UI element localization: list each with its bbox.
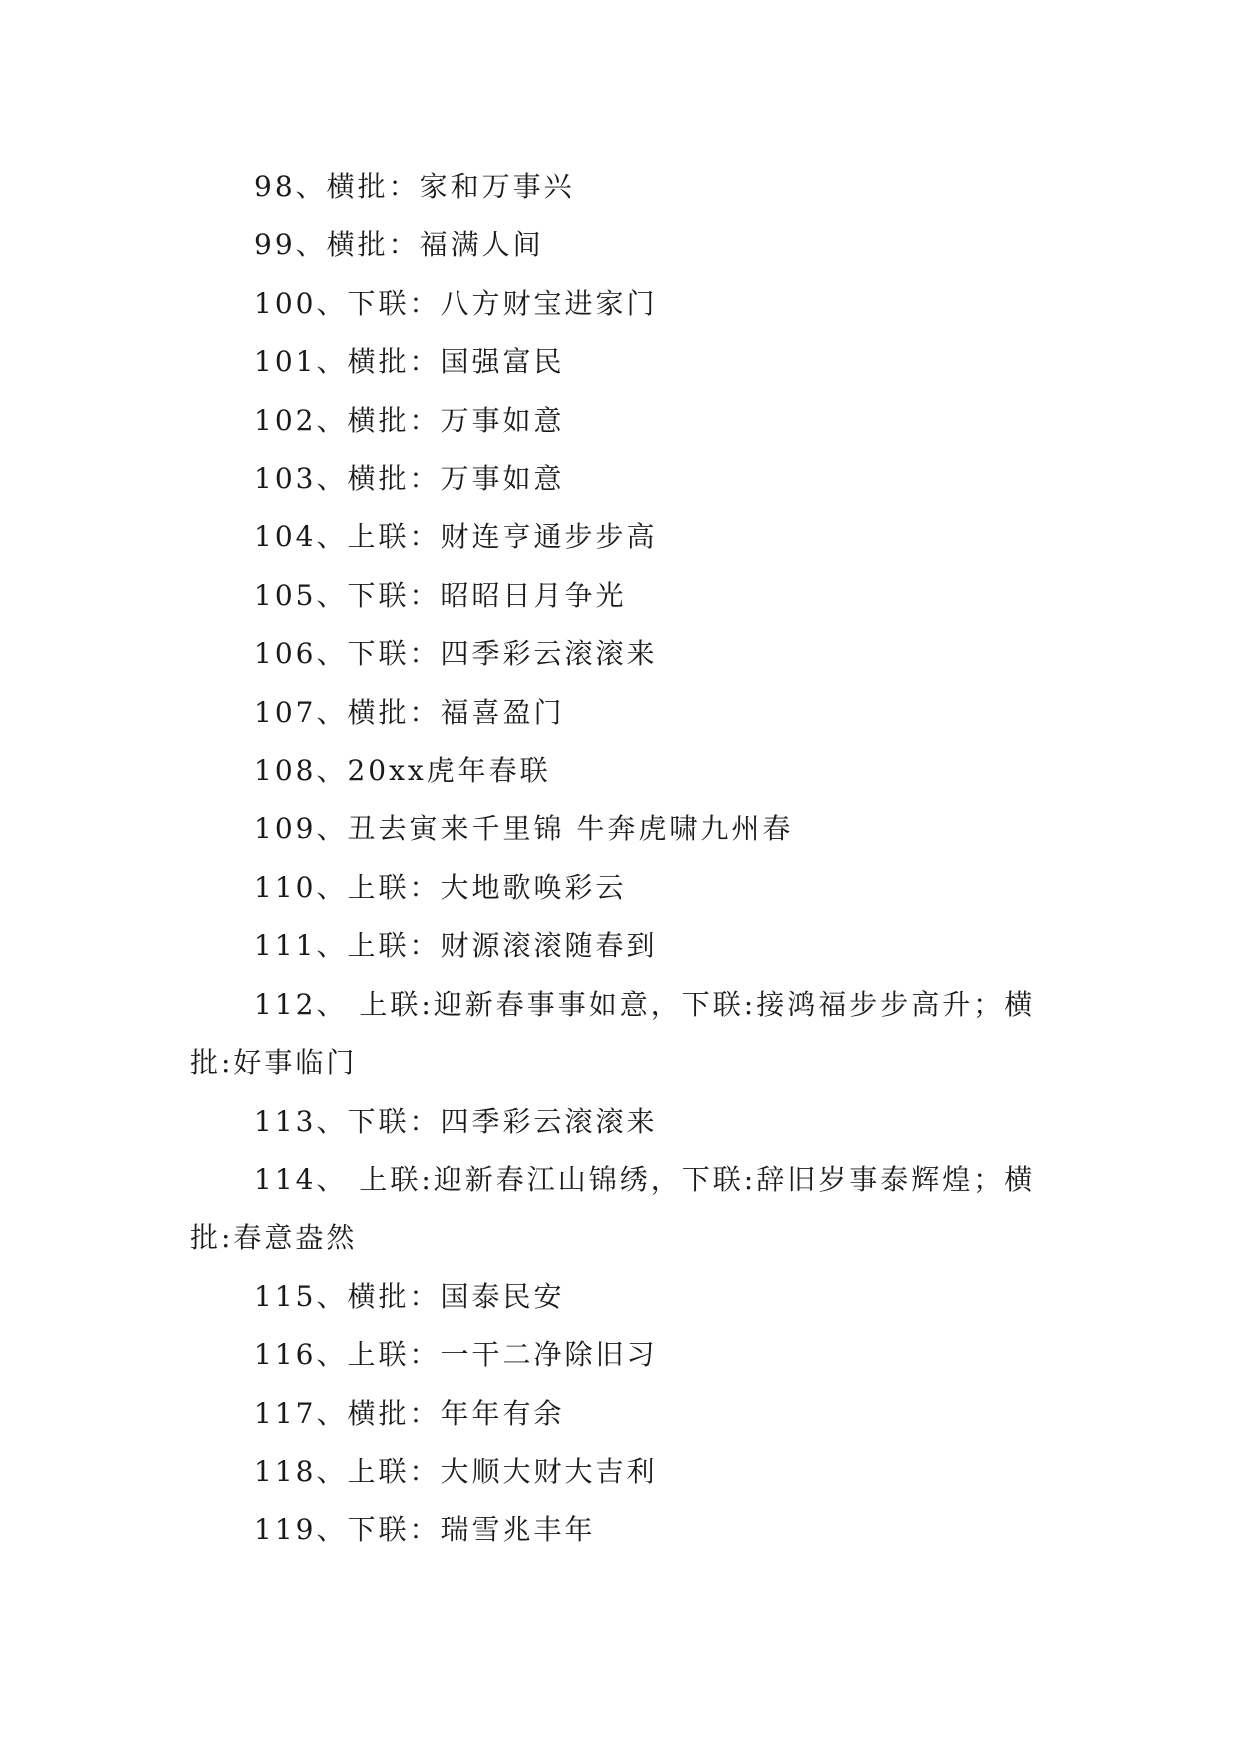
paragraph: 108、20xx虎年春联 — [254, 754, 551, 788]
paragraph: 106、下联：四季彩云滚滚来 — [254, 637, 658, 671]
paragraph: 112、 上联:迎新春事事如意，下联:接鸿福步步高升；横批:好事临门 — [190, 987, 1036, 1080]
paragraph: 100、下联：八方财宝进家门 — [254, 286, 658, 320]
paragraph: 119、下联：瑞雪兆丰年 — [254, 1513, 596, 1547]
document-body — [190, 158, 1060, 1560]
paragraph: 105、下联：昭昭日月争光 — [254, 578, 627, 612]
paragraph: 116、上联：一干二净除旧习 — [254, 1338, 658, 1372]
paragraph: 113、下联：四季彩云滚滚来 — [254, 1104, 658, 1138]
paragraph: 99、横批：福满人间 — [254, 228, 544, 262]
paragraph: 114、 上联:迎新春江山锦绣，下联:辞旧岁事泰辉煌；横批:春意盎然 — [190, 1162, 1036, 1255]
paragraph: 111、上联：财源滚滚随春到 — [254, 929, 658, 963]
paragraph: 98、横批：家和万事兴 — [254, 170, 575, 203]
paragraph: 104、上联：财连亨通步步高 — [254, 520, 658, 554]
paragraph: 117、横批：年年有余 — [254, 1396, 565, 1430]
paragraph: 118、上联：大顺大财大吉利 — [254, 1454, 658, 1488]
paragraph: 109、丑去寅来千里锦 牛奔虎啸九州春 — [254, 812, 794, 846]
paragraph: 115、横批：国泰民安 — [254, 1279, 565, 1313]
paragraph: 107、横批：福喜盈门 — [254, 695, 565, 729]
paragraph: 110、上联：大地歌唤彩云 — [254, 870, 627, 904]
paragraph: 103、横批：万事如意 — [254, 462, 565, 496]
paragraph: 102、横批：万事如意 — [254, 403, 565, 437]
paragraph: 101、横批：国强富民 — [254, 345, 565, 379]
